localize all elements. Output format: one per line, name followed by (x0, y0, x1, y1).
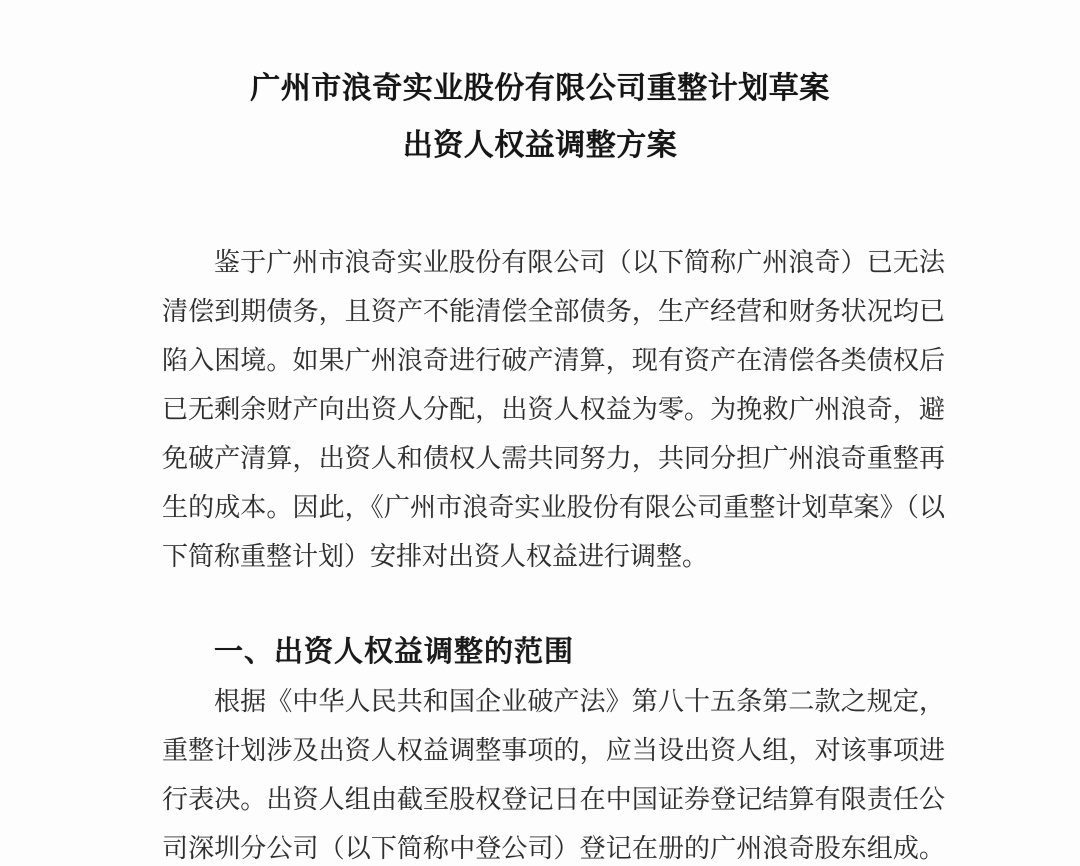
document-title (0, 60, 1080, 174)
text-line: 已无剩余财产向出资人分配，出资人权益为零。为挽救广州浪奇，避 (162, 395, 945, 424)
text-line: 鉴于广州市浪奇实业股份有限公司（以下简称广州浪奇）已无法 (214, 248, 945, 277)
text-line: 行表决。出资人组由截至股权登记日在中国证券登记结算有限责任公 (162, 785, 945, 814)
text-line: 根据《中华人民共和国企业破产法》第八十五条第二款之规定， (214, 687, 945, 716)
intro-paragraph (162, 238, 945, 581)
document-title-line-2: 出资人权益调整方案 (402, 129, 678, 162)
section-1-heading: 一、出资人权益调整的范围 (214, 636, 575, 668)
section-1-paragraph (162, 677, 945, 866)
document-title-line-1: 广州市浪奇实业股份有限公司重整计划草案 (250, 72, 830, 105)
text-line: 司深圳分公司（以下简称中登公司）登记在册的广州浪奇股东组成。 (162, 834, 945, 863)
document-body (162, 238, 945, 866)
text-line: 清偿到期债务，且资产不能清偿全部债务，生产经营和财务状况均已 (162, 297, 945, 326)
text-line: 陷入困境。如果广州浪奇进行破产清算，现有资产在清偿各类债权后 (162, 346, 945, 375)
text-line: 重整计划涉及出资人权益调整事项的，应当设出资人组，对该事项进 (162, 736, 945, 765)
text-line: 免破产清算，出资人和债权人需共同努力，共同分担广州浪奇重整再 (162, 444, 945, 473)
text-line: 生的成本。因此，《广州市浪奇实业股份有限公司重整计划草案》（以 (162, 493, 945, 522)
text-line: 下简称重整计划）安排对出资人权益进行调整。 (162, 542, 709, 571)
